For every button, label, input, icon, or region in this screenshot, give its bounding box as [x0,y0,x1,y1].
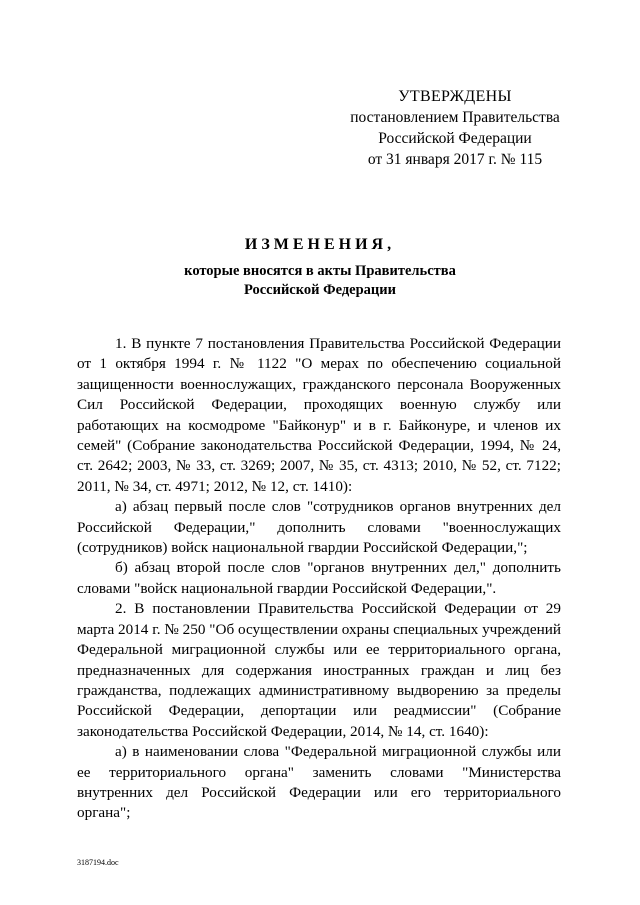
subtitle-line-1: которые вносятся в акты Правительства [184,263,456,279]
paragraph-1: 1. В пункте 7 постановления Правительства Российской Федерации от 1 октября 1994 г. № 1122 "О мерах по обеспечению социальной защищенности военнослужащих, гражданского персонала Вооруженных Сил Российской Федерации, проходящих военную службу или работающих на космодроме "Байконур" и в г. Байконуре, и членов их семей" (Собрание законодательства Российской Федерации, 1994, № 24, ст. 2642; 2003, № 33, ст. 3269; 2007, № 35, ст. 4313; 2010, № 52, ст. 7122; 2011, № 34, ст. 4971; 2012, № 12, ст. 1410): [77,335,561,495]
file-name-footer: 3187194.doc [77,858,119,867]
paragraph-2a: а) в наименовании слова "Федеральной миграционной службы или ее территориального органа" заменить словами "Министерства внутренних дел Российской Федерации или его территориального органа"; [77,743,561,822]
paragraph-1a: а) абзац первый после слов "сотрудников органов внутренних дел Российской Федерации," дополнить словами "военнослужащих (сотрудников) войск национальной гвардии Российской Федерации,"; [77,498,561,557]
document-subtitle [60,262,580,300]
paragraph-2: 2. В постановлении Правительства Российской Федерации от 29 марта 2014 г. № 250 "Об осуществлении охраны специальных учреждений Федеральной миграционной службы или ее территориального органа, предназначенных для содержания иностранных граждан и лиц без гражданства, подлежащих административному выдворению за пределы Российской Федерации, депортации или реадмиссии" (Собрание законодательства Российской Федерации, 2014, № 14, ст. 1640): [77,600,561,740]
document-body [77,334,561,824]
approval-line-3: от 31 января 2017 г. № 115 [367,151,543,168]
subtitle-line-2: Российской Федерации [243,282,396,298]
approval-block [330,86,580,170]
approval-line-1: постановлением Правительства [350,109,560,126]
approval-heading: УТВЕРЖДЕНЫ [398,88,512,105]
document-title: ИЗМЕНЕНИЯ, [244,236,396,253]
approval-line-2: Российской Федерации [378,130,532,147]
paragraph-1b: б) абзац второй после слов "органов внутренних дел," дополнить словами "войск национальной гвардии Российской Федерации,". [77,559,561,597]
